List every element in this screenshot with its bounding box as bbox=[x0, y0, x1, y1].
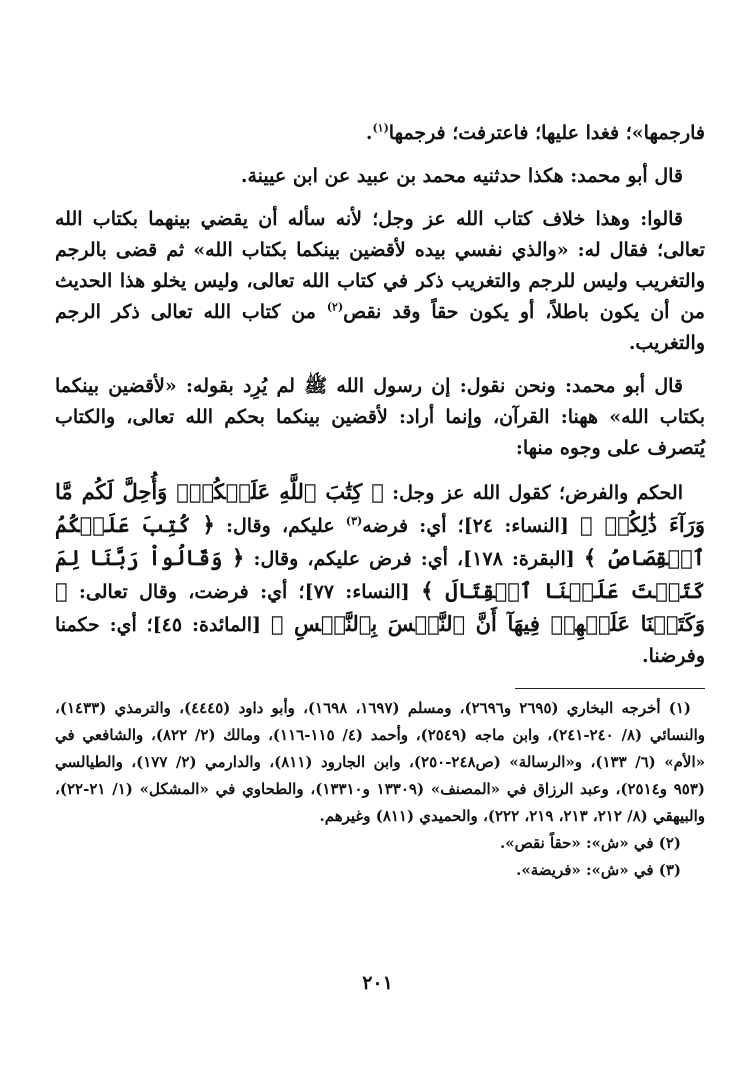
footnotes bbox=[55, 695, 705, 884]
paragraph-5 bbox=[55, 476, 705, 672]
text-para5-b: [النساء: ٢٤]؛ أي: فرضه bbox=[362, 515, 581, 537]
text-para5-a: الحكم والفرض؛ كقول الله عز وجل: bbox=[383, 482, 683, 504]
text-para5-c: عليكم، وقال: bbox=[214, 515, 346, 537]
footnote-ref-1: (١) bbox=[372, 121, 389, 135]
page-content bbox=[55, 118, 705, 884]
footnote-2: (٢) في «ش»: «حقاً نقص». bbox=[500, 834, 681, 852]
footnote-divider bbox=[515, 688, 705, 689]
text-end-1: . bbox=[365, 122, 373, 144]
quran-verse-2: ﴿ كُتِبَ عَلَيۡكُمُ ٱلۡقِصَاصُ ﴾ bbox=[55, 512, 705, 570]
footnote-ref-3: (٣) bbox=[345, 514, 363, 528]
paragraph-3 bbox=[55, 204, 705, 359]
footnote-1: (١) أخرجه البخاري (٢٦٩٥ و٢٦٩٦)، ومسلم (١٦٩٧، ١٦٩٨)، وأبو داود (٤٤٤٥)، والترمذي (١٤٣٣)، والنسائي (٨/ ٢٤٠-٢٤١)، وابن ماجه (٢٥٤٩)، وأحمد (٤/ ١١٥-١١٦)، ومالك (٢/ ٨٢٢)، والشافعي في «الأم» (٦/ ١٣٣)، و«الرسالة» (ص٢٤٨-٢٥٠)، وابن الجارود (٨١١)، والدارمي (٢/ ١٧٧)، والطيالسي (٩٥٣ و٢٥١٤)، وعبد الرزاق في «المصنف» (١٣٣٠٩ و١٣٣١٠)، والطحاوي في «المشكل» (١/ ٢١-٢٢)، والبيهقي (٨/ ٢١٢، ٢١٣، ٢١٩، ٢٢٢)، والحميدي (٨١١) وغيرهم. bbox=[55, 699, 706, 825]
text-para5-f: [المائدة: ٤٥]؛ أي: حكمنا وفرضنا. bbox=[55, 614, 705, 667]
text-line-1: فارجمها»؛ فغدا عليها؛ فاعترفت؛ فرجمها bbox=[388, 122, 705, 144]
paragraph-1 bbox=[55, 118, 705, 149]
footnote-ref-2: (٢) bbox=[326, 300, 344, 314]
text-para3-a: قالوا: وهذا خلاف كتاب الله عز وجل؛ لأنه سأله أن يقضي بينهما بكتاب الله تعالى؛ فقال له: «والذي نفسي بيده لأقضين بينكما بكتاب الله» ثم قضى بالرجم والتغريب وليس للرجم والتغريب ذكر في كتاب الله تعالى، وليس يخلو هذا الحديث من أن يكون باطلاً، أو يكون حقاً وقد نقص bbox=[55, 208, 705, 323]
paragraph-4: قال أبو محمد: ونحن نقول: إن رسول الله ﷺ لم يُرِد بقوله: «لأقضين بينكما بكتاب الله» ههنا: القرآن، وإنما أراد: لأقضين بينكما بحكم الله تعالى، والكتاب يُتصرف على وجوه منها: bbox=[55, 375, 705, 459]
footnote-3: (٣) في «ش»: «فريضة». bbox=[516, 861, 681, 879]
text-para5-d: [البقرة: ١٧٨]، أي: فرض عليكم، وقال: bbox=[244, 548, 584, 570]
text-para5-e: [النساء: ٧٧]؛ أي: فرضت، وقال تعالى: bbox=[67, 581, 422, 603]
quran-verse-3: ﴿ وَقَالُواْ رَبَّنَا لِمَ كَتَبۡتَ عَلَيۡنَا ٱلۡقِتَالَ ﴾ bbox=[55, 545, 706, 603]
quran-verse-1: ﴿ كِتَٰبَ ٱللَّهِ عَلَيۡكُمۡۚ وَأُحِلَّ لَكُم مَّا وَرَآءَ ذَٰلِكُمۡ ﴾ bbox=[55, 479, 705, 537]
page-number: ٢٠١ bbox=[362, 972, 393, 994]
quran-verse-4: ﴿ وَكَتَبۡنَا عَلَيۡهِمۡ فِيهَآ أَنَّ ٱلنَّفۡسَ بِٱلنَّفۡسِ ﴾ bbox=[55, 578, 706, 636]
text-para3-b: من كتاب الله تعالى ذكر الرجم والتغريب. bbox=[55, 301, 705, 354]
paragraph-2: قال أبو محمد: هكذا حدثنيه محمد بن عبيد عن ابن عيينة. bbox=[240, 165, 683, 187]
main-text bbox=[55, 118, 705, 672]
